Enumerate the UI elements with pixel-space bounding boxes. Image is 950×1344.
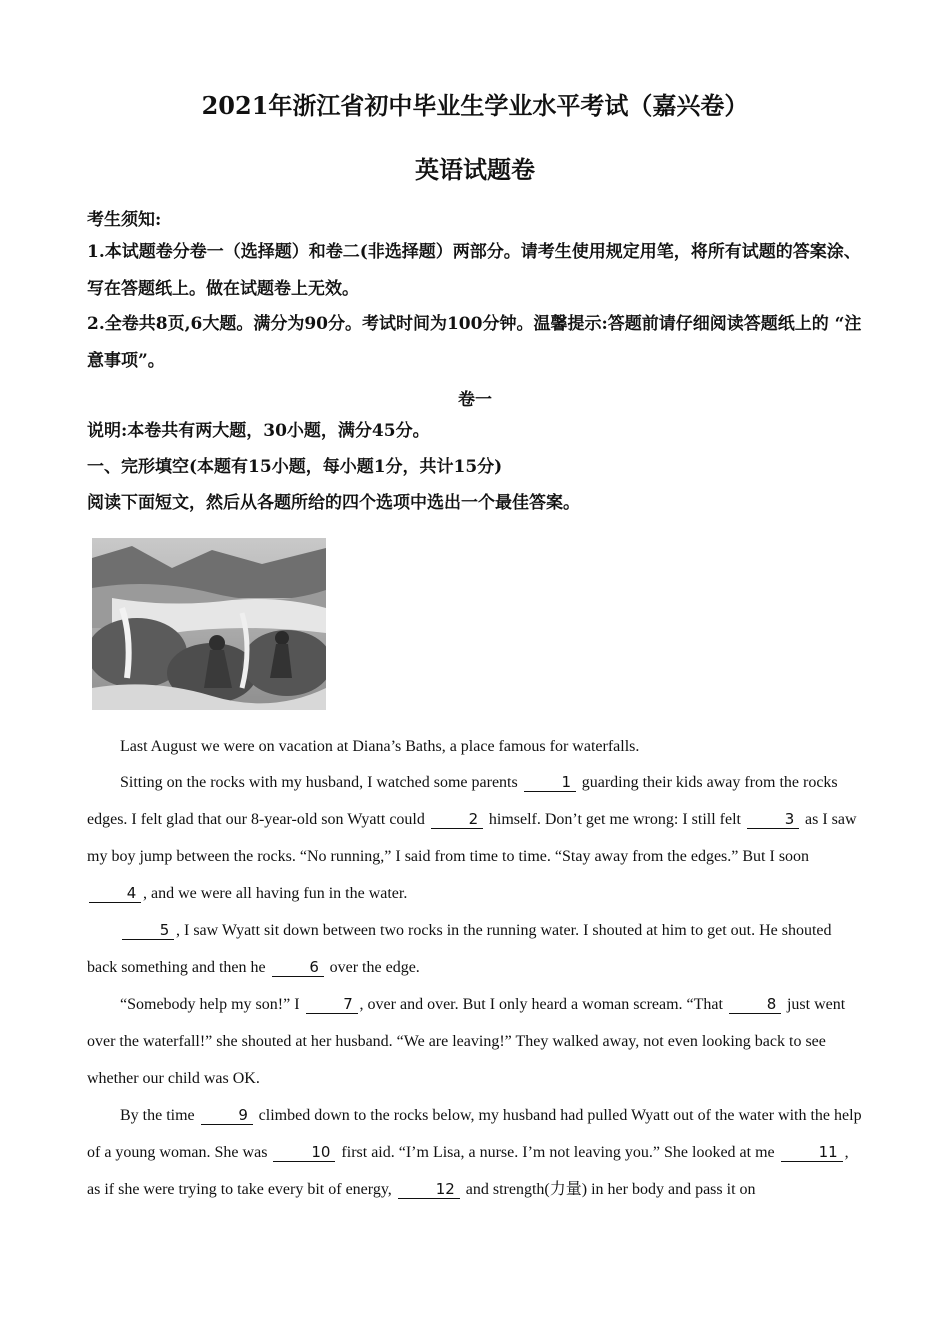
text: Sitting on the rocks with my husband, I watched some parents — [120, 774, 522, 791]
blank-3[interactable]: 3 — [747, 810, 799, 829]
notice-item-2: 2.全卷共8页,6大题。满分为90分。考试时间为100分钟。温馨提示:答题前请仔细阅读答题纸上的 “注意事项”。 — [87, 314, 862, 371]
text: just went over the waterfall!” she shouted at her husband. “We are leaving!” They walked away, not even looking back to see whether our child was OK. — [87, 996, 846, 1087]
text: himself. Don’t get me wrong: I still felt — [484, 811, 745, 828]
blank-7[interactable]: 7 — [306, 995, 358, 1014]
text: as I saw my boy jump between the rocks. “No running,” I said from time to time. “Stay away from the edges.” But I soon — [87, 811, 857, 865]
blank-11[interactable]: 11 — [781, 1143, 843, 1162]
waterfall-illustration — [92, 538, 326, 710]
text: , and we were all having fun in the water. — [143, 885, 408, 902]
part-title: 一、完形填空(本题有15小题，每小题1分，共计15分) — [87, 457, 503, 477]
cloze-passage — [87, 730, 862, 1208]
text: “Somebody help my son!” I — [120, 996, 304, 1013]
paragraph-5 — [87, 1097, 862, 1208]
paragraph-1 — [87, 730, 862, 764]
volume-description: 说明:本卷共有两大题，30小题，满分45分。 — [87, 421, 430, 441]
blank-10[interactable]: 10 — [273, 1143, 335, 1162]
exam-title: 2021年浙江省初中毕业生学业水平考试（嘉兴卷） — [201, 91, 749, 120]
text: and strength(力量) in her body and pass it on — [461, 1181, 756, 1198]
text: , I saw Wyatt sit down between two rocks in the running water. I shouted at him to get out. He shouted back something and then he — [87, 922, 832, 976]
blank-2[interactable]: 2 — [431, 810, 483, 829]
text: climbed down to the rocks below, my husband had pulled Wyatt out of the water with the help of a young woman. She was — [87, 1107, 862, 1161]
text: By the time — [120, 1107, 199, 1124]
paragraph-3 — [87, 912, 862, 986]
paragraph-2 — [87, 764, 862, 912]
blank-9[interactable]: 9 — [201, 1106, 253, 1125]
paragraph-1-text: Last August we were on vacation at Diana’s Baths, a place famous for waterfalls. — [120, 738, 640, 755]
volume-heading: 卷一 — [458, 390, 492, 410]
blank-8[interactable]: 8 — [729, 995, 781, 1014]
blank-6[interactable]: 6 — [272, 958, 324, 977]
part-instruction: 阅读下面短文，然后从各题所给的四个选项中选出一个最佳答案。 — [87, 493, 580, 513]
blank-1[interactable]: 1 — [524, 773, 576, 792]
text: guarding their kids away from the rocks edges. I felt glad that our 8-year-old son Wyatt could — [87, 774, 838, 828]
notice-heading: 考生须知: — [87, 210, 162, 230]
text: over the edge. — [325, 959, 420, 976]
notice-item-1: 1.本试题卷分卷一（选择题）和卷二(非选择题）两部分。请考生使用规定用笔，将所有试题的答案涂、写在答题纸上。做在试题卷上无效。 — [87, 242, 861, 299]
text: first aid. “I’m Lisa, a nurse. I’m not leaving you.” She looked at me — [337, 1144, 779, 1161]
text: , over and over. But I only heard a woman scream. “That — [359, 996, 727, 1013]
text: , as if she were trying to take every bit of energy, — [87, 1144, 849, 1198]
blank-4[interactable]: 4 — [89, 884, 141, 903]
blank-5[interactable]: 5 — [122, 921, 174, 940]
paragraph-4 — [87, 986, 862, 1097]
exam-subtitle: 英语试题卷 — [415, 155, 535, 184]
blank-12[interactable]: 12 — [398, 1180, 460, 1199]
